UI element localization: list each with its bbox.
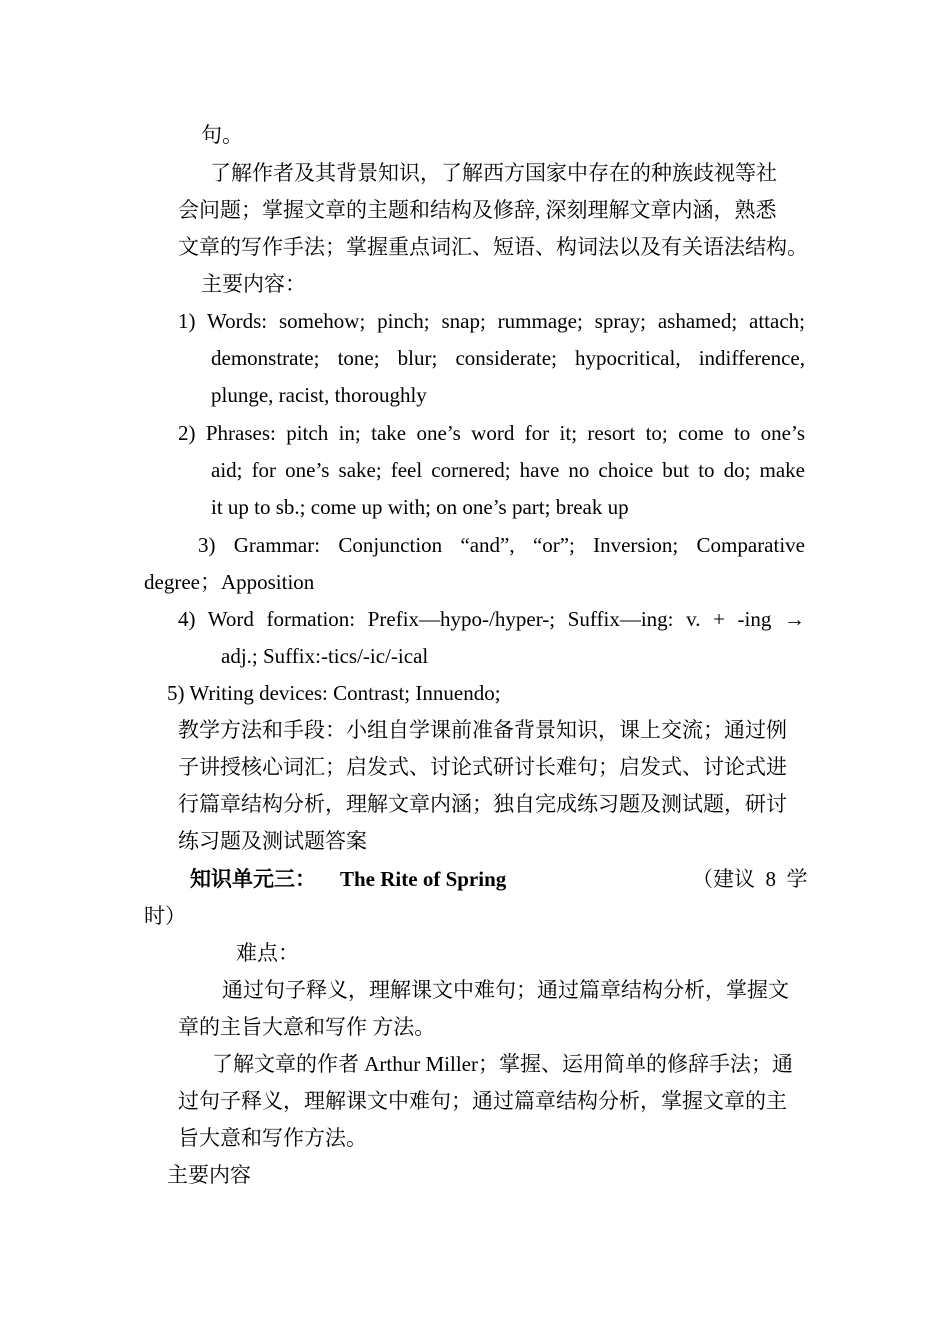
list-item-words: plunge, racist, thoroughly <box>211 383 427 407</box>
list-item-phrases: 2) Phrases: pitch in; take one’s word for it; resort to; come to one’s <box>178 421 805 445</box>
text-line: 了解文章的作者 Arthur Miller；掌握、运用简单的修辞手法；通 <box>212 1052 793 1076</box>
text-line: 过句子释义，理解课文中难句；通过篇章结构分析，掌握文章的主 <box>178 1089 787 1113</box>
section-label: 主要内容 <box>167 1163 251 1187</box>
section-label: 难点： <box>236 941 299 965</box>
section-label: 主要内容： <box>201 272 306 296</box>
list-item-grammar: degree；Apposition <box>144 570 315 594</box>
text-line: 句。 <box>201 123 243 147</box>
text-line: 练习题及测试题答案 <box>178 829 367 853</box>
unit-title: The Rite of Spring <box>340 867 507 891</box>
text-line: 子讲授核心词汇；启发式、讨论式研讨长难句；启发式、讨论式进 <box>178 755 787 779</box>
list-item-words: 1) Words: somehow; pinch; snap; rummage; spray; ashamed; attach; <box>178 309 805 333</box>
list-item-writing-devices: 5) Writing devices: Contrast; Innuendo; <box>167 681 501 705</box>
text-line: 文章的写作手法；掌握重点词汇、短语、构词法以及有关语法结构。 <box>178 235 808 259</box>
text-line: 旨大意和写作方法。 <box>178 1126 367 1150</box>
list-item-grammar: 3) Grammar: Conjunction “and”, “or”; Inversion; Comparative <box>198 533 805 557</box>
text-line: 教学方法和手段：小组自学课前准备背景知识，课上交流；通过例 <box>178 718 787 742</box>
list-item-word-formation: adj.; Suffix:-tics/-ic/-ical <box>221 644 429 668</box>
unit-hours: （建议 8 学 <box>692 867 808 891</box>
list-item-phrases: aid; for one’s sake; feel cornered; have no choice but to do; make <box>211 458 805 482</box>
list-item-phrases: it up to sb.; come up with; on one’s part; break up <box>211 495 629 519</box>
unit-label: 知识单元三： <box>190 867 316 891</box>
list-item-words: demonstrate; tone; blur; considerate; hypocritical, indifference, <box>211 346 805 370</box>
text-line: 行篇章结构分析，理解文章内涵；独自完成练习题及测试题，研讨 <box>178 792 787 816</box>
unit-hours: 时） <box>144 904 186 928</box>
text-line: 了解作者及其背景知识，了解西方国家中存在的种族歧视等社 <box>210 161 777 185</box>
text-line: 会问题；掌握文章的主题和结构及修辞, 深刻理解文章内涵，熟悉 <box>178 198 777 222</box>
text-line: 章的主旨大意和写作 方法。 <box>178 1015 436 1039</box>
text-line: 通过句子释义，理解课文中难句；通过篇章结构分析，掌握文 <box>222 978 789 1002</box>
list-item-word-formation: 4) Word formation: Prefix—hypo-/hyper-; Suffix—ing: v. + -ing → <box>178 607 805 631</box>
